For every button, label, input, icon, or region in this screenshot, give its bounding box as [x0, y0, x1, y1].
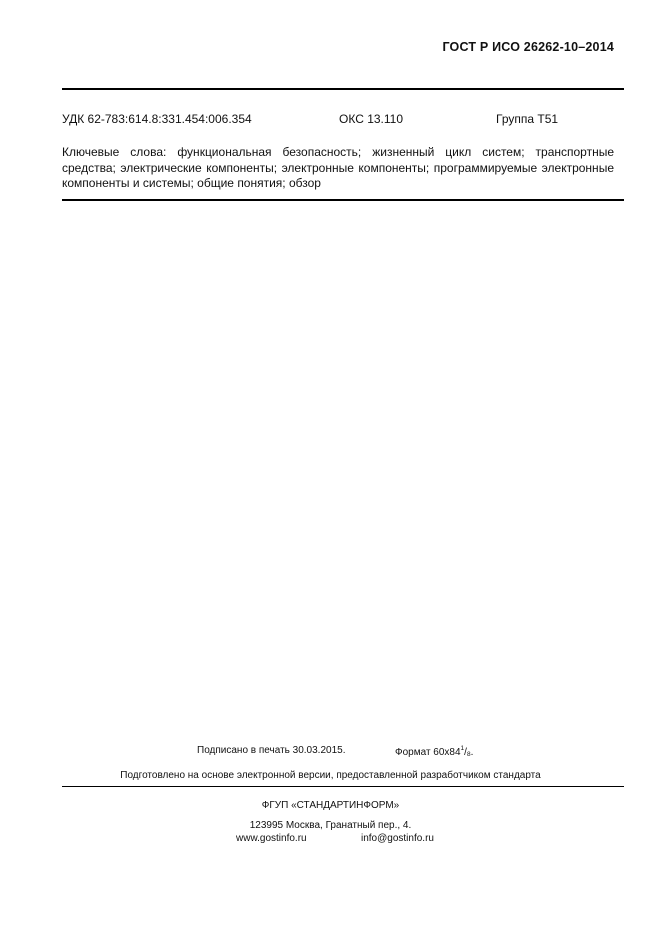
- top-divider: [62, 88, 624, 90]
- prepared-note: Подготовлено на основе электронной версии, предоставленной разработчиком стандарта: [120, 770, 541, 781]
- signed-to-print: Подписано в печать 30.03.2015.: [197, 745, 346, 756]
- format-prefix: Формат 60x84: [395, 747, 461, 758]
- paper-format: Формат $60x84^1/_8$.: [395, 745, 474, 758]
- publisher-email[interactable]: info@gostinfo.ru: [361, 833, 434, 844]
- format-numerator: 1: [460, 745, 465, 752]
- publisher-website[interactable]: www.gostinfo.ru: [236, 833, 307, 844]
- publisher-address: 123995 Москва, Гранатный пер., 4.: [249, 820, 412, 831]
- keywords-paragraph: Ключевые слова: функциональная безопасность; жизненный цикл систем; транспортные средства; электрические компоненты; электронные компоненты; программируемые электронные компоненты и системы; общие понятия; обзор: [62, 145, 614, 190]
- udk-code: УДК 62-783:614.8:331.454:006.354: [62, 112, 252, 126]
- imprint-divider: [62, 786, 624, 787]
- document-number: ГОСТ Р ИСО 26262-10–2014: [442, 40, 614, 54]
- keywords-divider: [62, 199, 624, 201]
- publisher-name: ФГУП «СТАНДАРТИНФОРМ»: [261, 800, 400, 811]
- oks-code: ОКС 13.110: [339, 112, 404, 126]
- format-denominator: 8: [466, 751, 471, 758]
- format-suffix: .: [470, 747, 474, 758]
- group-code: Группа Т51: [496, 112, 559, 126]
